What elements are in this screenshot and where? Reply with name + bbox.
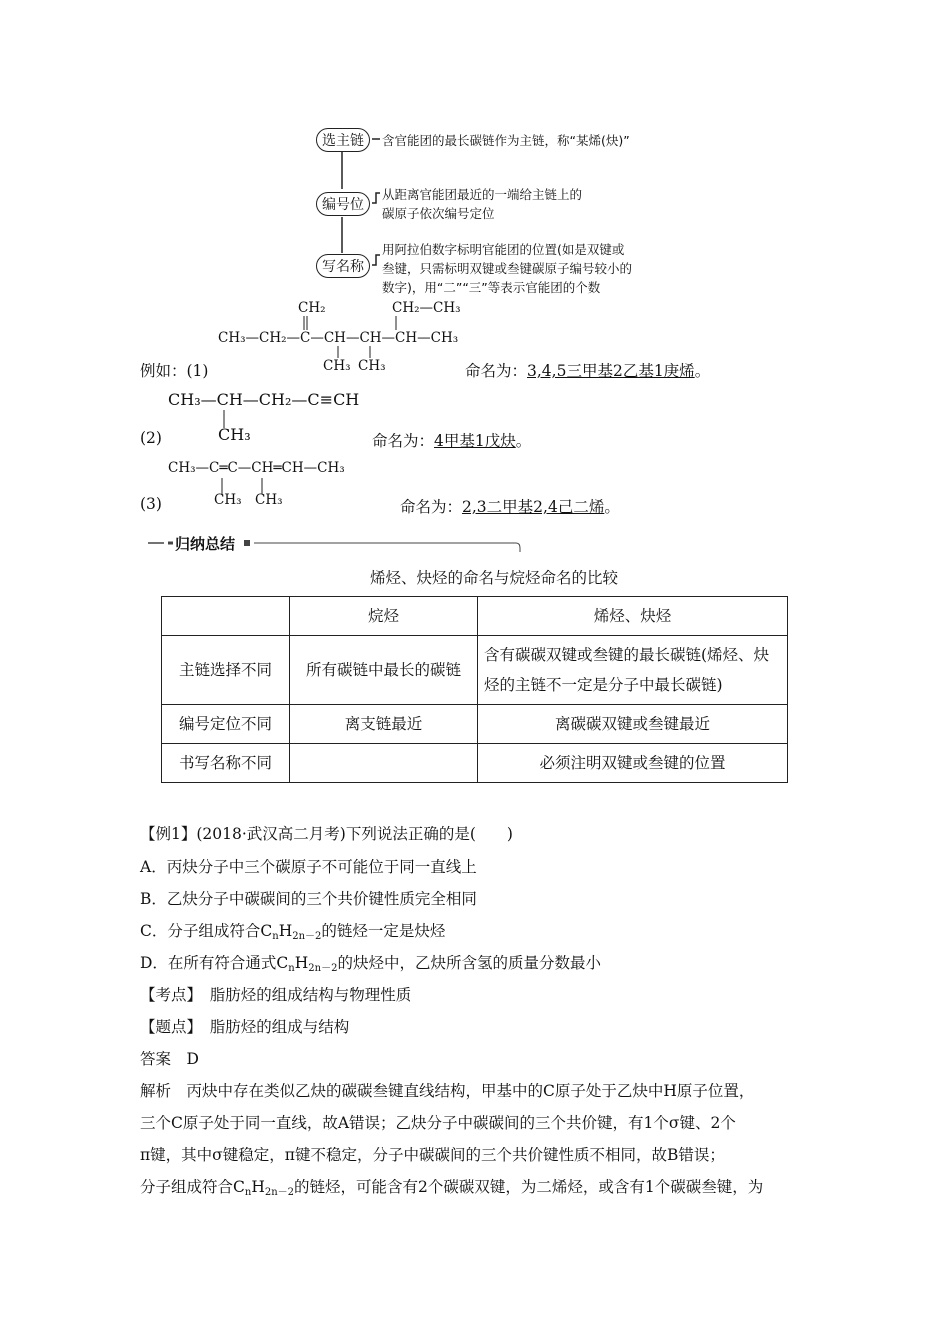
ex1-name-line: 命名为：3,4,5三甲基2乙基1庚烯。 <box>465 362 711 380</box>
tidian-line: 【题点】 脂肪烃的组成与结构 <box>140 1018 350 1036</box>
table-cell: 离支链最近 <box>290 705 478 744</box>
table-row-label: 书写名称不同 <box>162 744 290 783</box>
ex2-number: (2) <box>140 429 162 447</box>
ex2-name: 4甲基1戊炔 <box>434 432 516 450</box>
table-header-alkene-alkyne: 烯烃、炔烃 <box>478 597 788 636</box>
table-header-row <box>162 597 788 636</box>
flow-step-numbering-text-2: 碳原子依次编号定位 <box>382 206 495 221</box>
table-cell: 含有碳碳双键或叁键的最长碳链(烯烃、炔烃的主链不一定是分子中最长碳链) <box>478 636 788 705</box>
ex3-number: (3) <box>140 495 162 513</box>
option-a: A．丙炔分子中三个碳原子不可能位于同一直线上 <box>140 858 477 876</box>
table-cell: 离碳碳双键或叁键最近 <box>478 705 788 744</box>
table-row-label: 主链选择不同 <box>162 636 290 705</box>
ex1-main-chain: CH₃—CH₂—C—CH—CH—CH—CH₃ <box>218 330 459 346</box>
flow-step-write-name: 写名称 <box>316 254 370 278</box>
examples-intro: 例如：(1) <box>140 362 209 380</box>
analysis-line-3: π键，其中σ键稳定，π键不稳定，分子中碳碳间的三个共价键性质不相同，故B错误； <box>140 1146 725 1164</box>
kaodian-line: 【考点】 脂肪烃的组成结构与物理性质 <box>140 986 412 1004</box>
ex1-methyl-1: CH₃ <box>323 358 351 374</box>
comparison-table <box>161 596 788 783</box>
ex3-methyl-1: CH₃ <box>214 492 242 508</box>
flow-step-write-name-text-1: 用阿拉伯数字标明官能团的位置(如是双键或 <box>382 242 625 257</box>
table-header-alkane: 烷烃 <box>290 597 478 636</box>
ex3-main-chain: CH₃—C═C—CH═CH—CH₃ <box>168 460 345 476</box>
option-c: C．分子组成符合$C_nH_{2n-2}$的链烃一定是炔烃 <box>140 922 446 942</box>
analysis-line-4: 分子组成符合$C_nH_{2n-2}$的链烃，可能含有2个碳碳双键，为二烯烃，或含有1个碳碳叁键，为 <box>140 1178 764 1198</box>
flow-step-write-name-text-2: 叁键，只需标明双键或叁键碳原子编号较小的 <box>382 261 633 276</box>
option-d: D．在所有符合通式$C_nH_{2n-2}$的炔烃中，乙炔所含氢的质量分数最小 <box>140 954 601 974</box>
answer: 答案 D <box>140 1050 199 1068</box>
question-stem-line <box>140 822 513 844</box>
flow-step-select-chain-text: 含官能团的最长碳链作为主链，称“某烯(炔)” <box>382 133 630 148</box>
table-row-label: 编号定位不同 <box>162 705 290 744</box>
table-title: 烯烃、炔烃的命名与烷烃命名的比较 <box>370 569 619 587</box>
flow-step-select-chain: 选主链 <box>316 128 370 152</box>
question-tag: 【例1】 <box>140 825 197 843</box>
ex1-methyl-2: CH₃ <box>358 358 386 374</box>
ex1-top-right-group: CH₂—CH₃ <box>392 300 461 316</box>
question-stem: (2018·武汉高二月考)下列说法正确的是( ) <box>196 825 513 843</box>
ex3-methyl-2: CH₃ <box>255 492 283 508</box>
analysis-line-2: 三个C原子处于同一直线，故A错误；乙炔分子中碳碳间的三个共价键，有1个σ键、2个 <box>140 1114 736 1132</box>
ex2-main-chain: CH₃—CH—CH₂—C≡CH <box>168 390 360 409</box>
ex3-name: 2,3二甲基2,4己二烯 <box>462 498 605 516</box>
flow-step-write-name-text-3: 数字)，用“二”“三”等表示官能团的个数 <box>382 280 601 295</box>
ex2-name-line: 命名为：4甲基1戊炔。 <box>372 432 532 450</box>
flow-step-numbering: 编号位 <box>316 192 370 216</box>
flow-step-numbering-text-1: 从距离官能团最近的一端给主链上的 <box>382 187 583 202</box>
analysis-line-1: 解析 丙炔中存在类似乙炔的碳碳叁键直线结构，甲基中的C原子处于乙炔中H原子位置， <box>140 1082 755 1100</box>
table-cell: 所有碳链中最长的碳链 <box>290 636 478 705</box>
table-header-empty <box>162 597 290 636</box>
table-row <box>162 705 788 744</box>
table-cell: 必须注明双键或叁键的位置 <box>478 744 788 783</box>
ex1-top-left-group: CH₂ <box>298 300 326 316</box>
summary-heading: 归纳总结 <box>175 535 236 553</box>
ex1-name: 3,4,5三甲基2乙基1庚烯 <box>527 362 695 380</box>
ex3-name-line: 命名为：2,3二甲基2,4己二烯。 <box>400 498 620 516</box>
ex2-methyl: CH₃ <box>218 425 251 444</box>
option-b: B．乙炔分子中碳碳间的三个共价键性质完全相同 <box>140 890 477 908</box>
table-cell <box>290 744 478 783</box>
table-row <box>162 636 788 705</box>
table-row <box>162 744 788 783</box>
